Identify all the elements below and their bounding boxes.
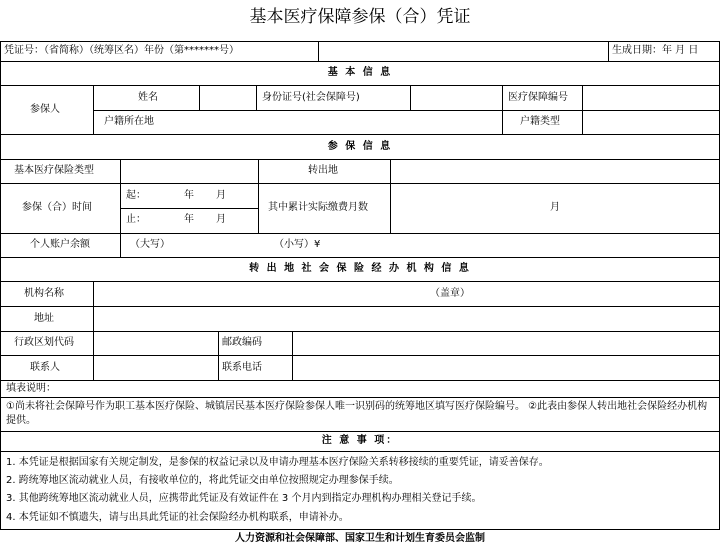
grid-line [390,159,391,233]
section-agency-info: 转 出 地 社 会 保 险 经 办 机 构 信 息 [249,263,471,274]
period-label: 参保（合）时间 [22,202,92,213]
grid-line [0,355,720,356]
page-title: 基本医疗保障参保（合）凭证 [249,7,471,27]
fill-instructions-label: 填表说明： [6,383,56,394]
address-label: 地址 [34,313,54,324]
grid-line [292,331,293,380]
grid-line [0,41,720,42]
start-label: 起： [126,190,146,201]
attention-item: 3. 其他跨统筹地区流动就业人员，应携带此凭证及有效证件在 3 个月内到指定办理机构办理相关登记手续。 [6,493,482,504]
grid-line [0,233,720,234]
out-place-label: 转出地 [308,165,338,176]
grid-line [0,397,720,398]
id-number-label: 身份证号(社会保障号) [262,92,360,103]
paid-months-label: 其中累计实际缴费月数 [268,202,368,213]
grid-line [0,529,720,530]
grid-line [582,85,583,134]
hukou-place-label: 户籍所在地 [104,116,154,127]
grid-line [120,159,121,257]
phone-label: 联系电话 [222,362,262,373]
grid-line [258,159,259,233]
cert-no-label: 凭证号：（省简称）（统筹区名）年份（第*******号） [4,45,239,56]
grid-line [93,110,720,111]
insurance-type-label: 基本医疗保险类型 [14,165,94,176]
attention-title: 注 意 事 项： [321,435,399,446]
balance-upper-label: （大写） [130,239,170,250]
grid-line [93,281,94,380]
grid-line [0,134,720,135]
section-basic-info: 基 本 信 息 [327,67,393,78]
end-label: 止： [126,214,146,225]
person-label: 参保人 [30,104,60,115]
attention-item: 2. 跨统筹地区流动就业人员，有接收单位的，将此凭证交由单位按照规定办理参保手续。 [6,475,399,486]
supervisor-line: 人力资源和社会保障部、国家卫生和计划生育委员会监制 [235,533,485,544]
grid-line [0,85,720,86]
grid-line [256,85,257,110]
seal-label: （盖章） [430,288,470,299]
attention-item: 4. 本凭证如不慎遗失，请与出具此凭证的社会保险经办机构联系，申请补办。 [6,512,349,523]
end-month-label: 月 [216,214,226,225]
agency-name-label: 机构名称 [24,288,64,299]
fill-instructions-text: ①尚未将社会保障号作为职工基本医疗保险、城镇居民基本医疗保险参保人唯一识别码的统筹地区填写医疗保险编号。 ②此表由参保人转出地社会保险经办机构提供。 [6,401,708,426]
grid-line [0,61,720,62]
attention-item: 1. 本凭证是根据国家有关规定制发，是参保的权益记录以及申请办理基本医疗保险关系转移接续的重要凭证，请妥善保存。 [6,457,549,468]
start-year-label: 年 [184,190,194,201]
grid-line [120,208,258,209]
grid-line [410,85,411,110]
balance-label: 个人账户余额 [30,239,90,250]
grid-line [0,306,720,307]
postcode-label: 邮政编码 [222,337,262,348]
region-code-label: 行政区划代码 [14,337,74,348]
grid-line [318,41,319,61]
grid-line [218,331,219,380]
grid-line [0,281,720,282]
end-year-label: 年 [184,214,194,225]
grid-line [0,183,720,184]
grid-line [0,331,720,332]
name-label: 姓名 [138,92,158,103]
grid-line [199,85,200,110]
start-month-label: 月 [216,190,226,201]
grid-line [502,85,503,134]
gen-date-label: 生成日期：年 月 日 [612,45,699,56]
grid-line [93,85,94,134]
paid-months-unit: 月 [550,202,560,213]
grid-line [608,41,609,61]
balance-lower-label: （小写）¥ [274,239,321,250]
hukou-type-label: 户籍类型 [520,116,560,127]
contact-label: 联系人 [30,362,60,373]
grid-line [0,451,720,452]
grid-line [0,159,720,160]
grid-line [0,380,720,381]
grid-line [0,257,720,258]
grid-line [0,431,720,432]
section-insurance-info: 参 保 信 息 [327,141,393,152]
grid-line [0,41,1,529]
med-no-label: 医疗保障编号 [508,92,568,103]
